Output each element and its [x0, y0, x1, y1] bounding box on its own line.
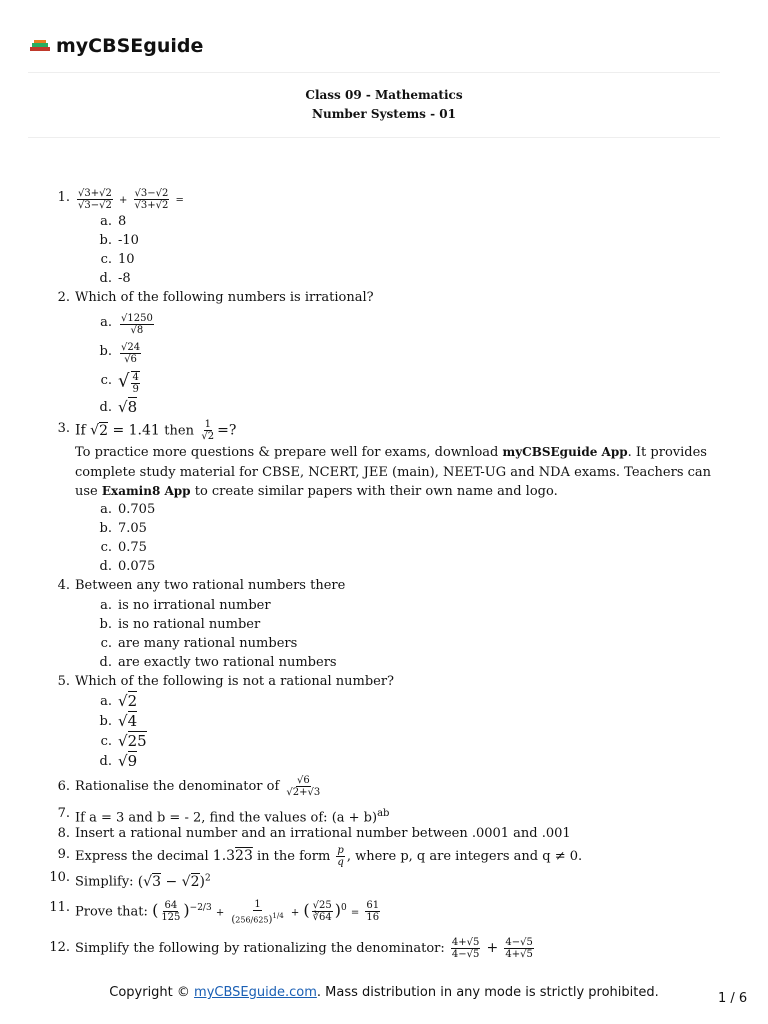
- option-4d: d. are exactly two rational numbers: [99, 655, 337, 670]
- option-1b: b. -10: [99, 233, 139, 248]
- header: [28, 32, 203, 60]
- option-5d: d. √9: [99, 752, 138, 770]
- question-1: [0, 188, 768, 211]
- option-5a: a. √2: [100, 692, 138, 710]
- option-3a: a. 0.705: [100, 502, 156, 517]
- question-7: 7. If a = 3 and b = - 2, find the values of: $(a + b)^{ab}$: [57, 806, 390, 826]
- option-1d: d. -8: [99, 271, 131, 286]
- header-divider: [28, 72, 720, 73]
- class-title: Class 09 - Mathematics: [305, 88, 463, 102]
- option-2c: c. √ $\frac{4}{9}$: [100, 370, 139, 395]
- logo-icon: [28, 38, 52, 54]
- option-1c: c. 10: [100, 252, 135, 267]
- question-text: Which of the following numbers is irrational?: [75, 290, 374, 305]
- footer-link[interactable]: myCBSEguide.com: [194, 985, 317, 1000]
- question-2: 2. Which of the following numbers is irrational?: [0, 288, 768, 308]
- question-5: 5. Which of the following is not a rational number?: [57, 674, 395, 689]
- title-divider: [28, 137, 720, 138]
- question-10: 10. Simplify: $(√3 - √2)^2$: [49, 870, 211, 890]
- page-number: 1 / 6: [718, 991, 748, 1006]
- brand-name: myCBSEguide: [56, 35, 204, 57]
- option-2d: d. √8: [99, 398, 138, 416]
- option-3c: c. 0.75: [100, 540, 147, 555]
- promo-paragraph: To practice more questions & prepare well for exams, download myCBSEguide App. It provides complete study material for CBSE, NCERT, JEE (main), NEET-UG and NDA exams. Teachers can use Examin8 App to create similar papers with their own name and logo.: [75, 445, 712, 499]
- question-3: 3. If √2 = 1.41 then $\frac{1}{√2}$ =?: [57, 419, 237, 442]
- chapter-title: Number Systems - 01: [312, 107, 456, 121]
- question-expression: $\frac{√3+√2}{√3-√2}$ + $\frac{√3-√2}{√3+√2}$ =: [78, 188, 184, 211]
- option-3d: d. 0.075: [99, 559, 156, 574]
- option-4a: a. is no irrational number: [100, 598, 271, 613]
- question-12: 12. Simplify the following by rationalizing the denominator: $\frac{4+√5}{4-√5}$ + $\frac{4-√5}{4+√5}$: [49, 937, 533, 960]
- option-5c: c. √25: [100, 732, 147, 750]
- question-8: 8. Insert a rational number and an irrational number between .0001 and .001: [57, 826, 571, 841]
- option-1a: a. 8: [100, 214, 127, 229]
- app-name: myCBSEguide App: [502, 445, 628, 459]
- app-name-2: Examin8 App: [101, 484, 191, 498]
- option-4c: c. are many rational numbers: [100, 636, 298, 651]
- question-9: 9. Express the decimal 1.323 in the form $\frac{p}{q}$ , where p, q are integers and q ≠ 0.: [57, 845, 583, 868]
- option-4b: b. is no rational number: [99, 617, 261, 632]
- question-11: 11. Prove that: ( $\frac{64}{125}$ )$^{-2/3}$ + $\frac{1}{(256/625)^{1/4}}$ + ( $\frac{√25}{∛64}$ )$^0$ = $\frac{61}{16}$: [49, 898, 380, 925]
- question-number: 1.: [57, 190, 70, 205]
- option-2a: a. $\frac{√1250}{√8}$: [100, 313, 153, 336]
- footer: Copyright © myCBSEguide.com. Mass distribution in any mode is strictly prohibited.: [109, 985, 659, 1000]
- question-4: 4. Between any two rational numbers there: [57, 578, 346, 593]
- option-3b: b. 7.05: [99, 521, 147, 536]
- option-2b: b. $\frac{√24}{√6}$: [99, 342, 141, 365]
- option-5b: b. √4: [99, 712, 138, 730]
- question-6: 6. Rationalise the denominator of $\frac{√6}{√2+√3}$: [57, 775, 321, 798]
